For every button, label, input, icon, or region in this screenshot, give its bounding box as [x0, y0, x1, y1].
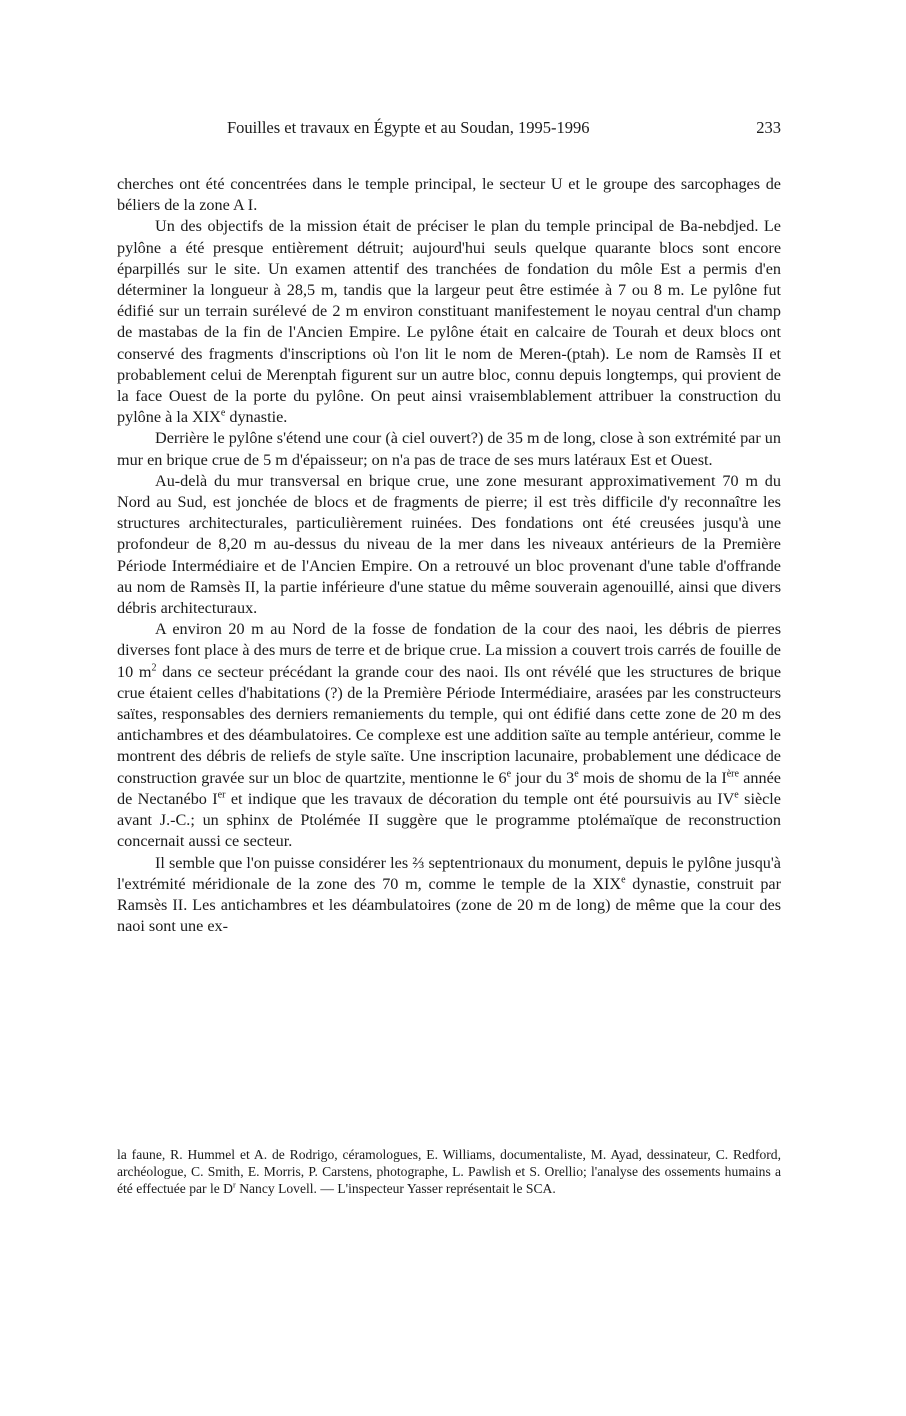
paragraph-text: dynastie. [225, 408, 288, 427]
paragraph-text: siècle avant J.-C.; un sphinx de Ptolémée II suggère que le programme ptolémaïque de reconstruction concernait aussi ce secteur. [117, 789, 781, 851]
paragraph [117, 174, 781, 216]
paragraph [117, 471, 781, 619]
running-header [117, 118, 781, 142]
paragraph-text: Derrière le pylône s'étend une cour (à ciel ouvert?) de 35 m de long, close à son extrémité par un mur en brique crue de 5 m d'épaisseur; on n'a pas de trace de ses murs latéraux Est et Ouest. [117, 429, 781, 469]
paragraph-text: et indique que les travaux de décoration du temple ont été poursuivis au IV [225, 789, 735, 808]
paragraph [117, 216, 781, 428]
superscript: er [217, 789, 226, 801]
footnote-text: Nancy Lovell. — L'inspecteur Yasser représentait le SCA. [235, 1181, 556, 1197]
footnote-text: la faune, R. Hummel et A. de Rodrigo, céramologues, E. Williams, documentaliste, M. Ayad, dessinateur, C. Redford, archéologue, C. Smith, E. Morris, P. Carstens, photographe, L. Pawlish et S. Orellio; l'analyse des ossements humains a été effectuée par le D [117, 1147, 781, 1197]
paragraph [117, 619, 781, 852]
paragraph-text: Au-delà du mur transversal en brique crue, une zone mesurant approximativement 70 m du Nord au Sud, est jonchée de blocs et de fragments de pierre; il est très difficile d'y reconnaître les structures architecturales, particulièrement ruinées. Des fondations ont été creusées jusqu'à une profondeur de 8,20 m au-dessus du niveau de la mer dans les niveaux antérieurs de la Première Période Intermédiaire et de l'Ancien Empire. On a retrouvé un bloc provenant d'une table d'offrande au nom de Ramsès II, la partie inférieure d'une statue du même souverain agenouillé, ainsi que divers débris architecturaux. [117, 471, 781, 618]
paragraph-text: mois de shomu de la I [578, 768, 727, 787]
superscript: 2 [151, 662, 157, 674]
superscript: e [734, 789, 739, 801]
superscript: e [506, 768, 512, 780]
paragraph-text: A environ 20 m au Nord de la fosse de fondation de la cour des naoi, les débris de pierres diverses font place à des murs de terre et de brique crue. La mission a couvert trois carrés de fouille de 10 m [117, 620, 781, 681]
body-text [117, 174, 781, 937]
paragraph-text: jour du 3 [511, 768, 575, 787]
running-title: Fouilles et travaux en Égypte et au Soudan, 1995-1996 [227, 118, 590, 137]
paragraph-text: Un des objectifs de la mission était de préciser le plan du temple principal de Ba-nebdjed. Le pylône a été presque entièrement détruit; aujourd'hui seuls quelque quarante blocs sont encore éparpillés sur le site. Un examen attentif des tranchées de fondation du môle Est a permis d'en déterminer la longueur à 28,5 m, tandis que la largeur peut être estimée à 7 ou 8 m. Le pylône fut édifié sur un terrain surélevé de 2 m environ constituant manifestement le noyau central d'un champ de mastabas de la fin de l'Ancien Empire. Le pylône était en calcaire de Tourah et deux blocs ont conservé des fragments d'inscriptions où l'on lit le nom de Meren-(ptah). Le nom de Ramsès II et probablement celui de Merenptah figurent sur un autre bloc, connu depuis longtemps, qui provient de la face Ouest de la porte du pylône. On peut ainsi vraisemblablement attribuer la construction du pylône à la XIX [117, 217, 781, 427]
paragraph-text: cherches ont été concentrées dans le temple principal, le secteur U et le groupe des sarcophages de béliers de la zone A I. [117, 175, 781, 215]
paragraph-text: dans ce secteur précédant la grande cour des naoi. Ils ont révélé que les structures de brique crue étaient celles d'habitations (?) de la Première Période Intermédiaire, arasées par les constructeurs saïtes, responsables des derniers remaniements du temple, qui ont édifié dans cette zone de 20 m des antichambres et des déambulatoires. Ce complexe est une addition saïte au temple antérieur, comme le montrent des débris de reliefs de style saïte. Une inscription lacunaire, probablement une dédicace de construction gravée sur un bloc de quartzite, mentionne le 6 [117, 662, 781, 787]
superscript: e [621, 874, 626, 886]
footnote [117, 1146, 781, 1198]
superscript: ère [726, 768, 739, 780]
paragraph-text: dynastie, construit par Ramsès II. Les antichambres et les déambulatoires (zone de 20 m de long) de même que la cour des naoi sont une ex- [117, 874, 781, 936]
superscript: e [574, 768, 579, 780]
paragraph-text: Il semble que l'on puisse considérer les ⅔ septentrionaux du monument, depuis le pylône jusqu'à l'extrémité méridionale de la zone des 70 m, comme le temple de la XIX [117, 853, 781, 893]
superscript: e [220, 407, 226, 419]
paragraph [117, 428, 781, 470]
page-number: 233 [756, 118, 781, 137]
paragraph [117, 853, 781, 938]
superscript: r [232, 1179, 236, 1190]
paragraph-text: année de Nectanébo I [117, 768, 781, 808]
